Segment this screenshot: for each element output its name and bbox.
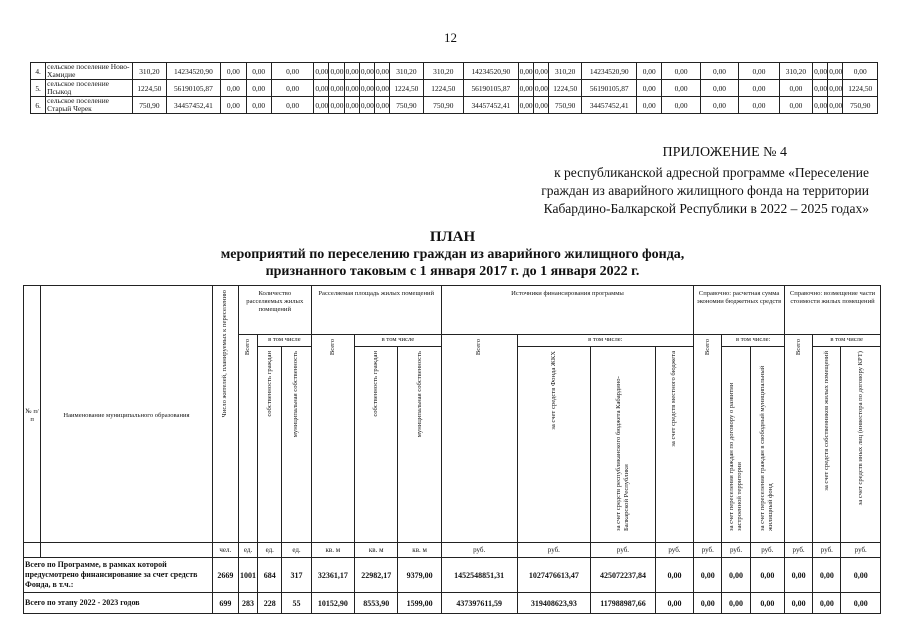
total-value: 0,00	[813, 558, 841, 593]
unit-cell: чел.	[212, 543, 238, 558]
table-cell: 0,00	[700, 80, 738, 97]
table-cell: 0,00	[329, 80, 344, 97]
plan-subtitle-2: признанного таковым с 1 января 2017 г. до 1 января 2022 г.	[265, 264, 640, 279]
table-cell: 0,00	[779, 97, 812, 114]
header-name: Наименование муниципального образования	[41, 286, 213, 543]
total-value: 9379,00	[398, 558, 441, 593]
unit-cell: руб.	[813, 543, 841, 558]
table-cell: 5.	[31, 80, 46, 97]
table-cell: 0,00	[700, 63, 738, 80]
table-cell: 0,00	[739, 80, 779, 97]
total-value: 317	[282, 558, 311, 593]
table-cell: 0,00	[271, 80, 314, 97]
table-cell: 310,20	[390, 63, 423, 80]
table-cell: 0,00	[637, 80, 662, 97]
total-row-stage	[24, 593, 881, 614]
header-area-total: Всего	[311, 335, 354, 543]
header-reimb-incl: в том числе	[813, 335, 881, 347]
plan-table	[23, 285, 881, 614]
table-cell: 56190105,87	[582, 80, 637, 97]
header-sources-total: Всего	[441, 335, 517, 543]
unit-cell: руб.	[694, 543, 722, 558]
header-area-municipal: муниципальная собственность	[398, 347, 441, 543]
table-cell: 0,00	[359, 80, 374, 97]
unit-cell: руб.	[784, 543, 812, 558]
table-cell: 310,20	[423, 63, 463, 80]
table-cell: 0,00	[700, 97, 738, 114]
header-savings-total: Всего	[694, 335, 722, 543]
header-fund: за счет средств Фонда ЖКХ	[517, 347, 591, 543]
total-value: 0,00	[813, 593, 841, 614]
table-cell: 310,20	[133, 63, 166, 80]
table-cell: 310,20	[779, 63, 812, 80]
header-savings-group: Справочно: расчетная сумма экономии бюджетных средств	[694, 286, 785, 335]
table-row	[31, 80, 878, 97]
table-cell: 6.	[31, 97, 46, 114]
table-cell: 1224,50	[549, 80, 582, 97]
total-value: 2669	[212, 558, 238, 593]
total-value: 0,00	[655, 558, 693, 593]
table-cell: 0,00	[662, 80, 700, 97]
table-cell: 0,00	[662, 63, 700, 80]
unit-cell: руб.	[517, 543, 591, 558]
unit-cell: кв. м	[355, 543, 398, 558]
total-value: 437397611,59	[441, 593, 517, 614]
table-cell: 0,00	[637, 97, 662, 114]
table-cell: 0,00	[271, 97, 314, 114]
table-cell: 0,00	[662, 97, 700, 114]
table-cell: 1224,50	[423, 80, 463, 97]
total-value: 0,00	[841, 593, 881, 614]
header-qty-total: Всего	[238, 335, 257, 543]
unit-cell: руб.	[441, 543, 517, 558]
table-cell: 0,00	[637, 63, 662, 80]
table-cell: 0,00	[828, 63, 843, 80]
table-cell: 34457452,41	[582, 97, 637, 114]
table-cell: 0,00	[375, 80, 390, 97]
header-reimb-group: Справочно: возмещение части стоимости жилых помещений	[784, 286, 880, 335]
table-cell: 1224,50	[133, 80, 166, 97]
total-value: 0,00	[722, 558, 750, 593]
total-value: 0,00	[694, 593, 722, 614]
table-cell: 0,00	[518, 63, 533, 80]
table-cell: 0,00	[344, 97, 359, 114]
table-cell: 14234520,90	[464, 63, 519, 80]
header-qty-incl: в том числе	[258, 335, 312, 347]
table-cell: 0,00	[739, 63, 779, 80]
header-area-incl: в том числе	[355, 335, 442, 347]
header-qty-group: Количество расселяемых жилых помещений	[238, 286, 311, 335]
table-cell: 14234520,90	[582, 63, 637, 80]
table-cell: 0,00	[246, 80, 271, 97]
table-cell: 0,00	[739, 97, 779, 114]
appendix-title: ПРИЛОЖЕНИЕ № 4	[662, 145, 787, 160]
header-savings-incl: в том числе:	[722, 335, 785, 347]
total-value: 10152,90	[311, 593, 354, 614]
table-cell: 0,00	[246, 97, 271, 114]
total-value: 684	[258, 558, 282, 593]
settlement-name: сельское поселение Старый Черек	[46, 97, 133, 114]
table-cell: 4.	[31, 63, 46, 80]
header-residents: Число жителей, планируемых к переселению	[212, 286, 238, 543]
table-cell: 0,00	[828, 80, 843, 97]
total-value: 228	[258, 593, 282, 614]
table-cell: 56190105,87	[464, 80, 519, 97]
plan-subtitle-1: мероприятий по переселению граждан из аварийного жилищного фонда,	[220, 247, 685, 262]
table-cell: 0,00	[271, 63, 314, 80]
total-value: 22982,17	[355, 558, 398, 593]
header-area-citizens: собственность граждан	[355, 347, 398, 543]
unit-cell: ед.	[238, 543, 257, 558]
table-cell: 1224,50	[843, 80, 878, 97]
table-cell: 750,90	[843, 97, 878, 114]
total-label: Всего по Программе, в рамках которой предусмотрено финансирование за счет средств Фонда, в т.ч.:	[24, 558, 213, 593]
table-cell: 0,00	[533, 97, 548, 114]
header-sources-incl: в том числе:	[517, 335, 694, 347]
total-value: 55	[282, 593, 311, 614]
unit-cell: ед.	[282, 543, 311, 558]
table-cell: 0,00	[359, 97, 374, 114]
total-value: 0,00	[694, 558, 722, 593]
header-others: за счет средств иных лиц (инвестора по договору КРТ)	[841, 347, 881, 543]
header-owners: за счет средств собственников жилых помещений	[813, 347, 841, 543]
total-value: 1027476613,47	[517, 558, 591, 593]
unit-cell: кв. м	[398, 543, 441, 558]
table-row	[31, 63, 878, 80]
plan-title: ПЛАН	[429, 229, 476, 245]
table-cell: 56190105,87	[166, 80, 221, 97]
table-cell: 310,20	[549, 63, 582, 80]
table-row	[31, 97, 878, 114]
header-republic: за счет средств республиканского бюджета Кабардино-Балкарской Республики	[591, 347, 656, 543]
appendix-header	[509, 144, 869, 218]
table-cell: 34457452,41	[464, 97, 519, 114]
table-cell: 0,00	[314, 80, 329, 97]
total-value: 117988987,66	[591, 593, 656, 614]
table-cell: 0,00	[221, 97, 246, 114]
table-cell: 0,00	[246, 63, 271, 80]
total-value: 425072237,84	[591, 558, 656, 593]
header-num: № п/п	[24, 286, 41, 543]
table-cell: 750,90	[390, 97, 423, 114]
appendix-line-2: граждан из аварийного жилищного фонда на территории	[541, 183, 869, 198]
table-cell: 0,00	[221, 80, 246, 97]
unit-cell: руб.	[750, 543, 784, 558]
total-value: 0,00	[784, 558, 812, 593]
appendix-line-1: к республиканской адресной программе «Переселение	[554, 165, 869, 180]
total-value: 0,00	[750, 558, 784, 593]
units-row	[24, 543, 881, 558]
table-cell: 0,00	[359, 63, 374, 80]
table-cell: 0,00	[828, 97, 843, 114]
table-cell: 750,90	[423, 97, 463, 114]
total-value: 0,00	[841, 558, 881, 593]
table-cell: 0,00	[329, 63, 344, 80]
table-cell: 0,00	[344, 80, 359, 97]
table-cell: 750,90	[133, 97, 166, 114]
header-reimb-total: Всего	[784, 335, 812, 543]
table-cell: 0,00	[344, 63, 359, 80]
total-value: 0,00	[655, 593, 693, 614]
header-qty-citizens: собственность граждан	[258, 347, 282, 543]
total-value: 8553,90	[355, 593, 398, 614]
table-cell: 1224,50	[390, 80, 423, 97]
table-cell: 0,00	[314, 63, 329, 80]
table-cell: 14234520,90	[166, 63, 221, 80]
table-cell: 750,90	[549, 97, 582, 114]
total-label: Всего по этапу 2022 - 2023 годов	[24, 593, 213, 614]
total-value: 283	[238, 593, 257, 614]
table-cell: 0,00	[314, 97, 329, 114]
table-cell: 0,00	[221, 63, 246, 80]
header-sources-group: Источники финансирования программы	[441, 286, 693, 335]
total-value: 0,00	[722, 593, 750, 614]
total-value: 1001	[238, 558, 257, 593]
table-cell: 0,00	[518, 97, 533, 114]
total-value: 0,00	[784, 593, 812, 614]
page-number: 12	[444, 30, 457, 45]
total-value: 699	[212, 593, 238, 614]
header-dev-contract: за счет переселения граждан по договору о развитии застроенной территории	[722, 347, 750, 543]
unit-cell: кв. м	[311, 543, 354, 558]
header-free-fund: за счет переселения граждан в свободный муниципальный жилищный фонд	[750, 347, 784, 543]
table-cell: 0,00	[375, 63, 390, 80]
total-value: 319408623,93	[517, 593, 591, 614]
header-qty-municipal: муниципальная собственность	[282, 347, 311, 543]
total-value: 32361,17	[311, 558, 354, 593]
table-cell: 0,00	[533, 80, 548, 97]
total-value: 1599,00	[398, 593, 441, 614]
table-cell: 0,00	[843, 63, 878, 80]
total-row-program	[24, 558, 881, 593]
continuation-table	[30, 62, 878, 114]
settlement-name: сельское поселение Ново-Хамидие	[46, 63, 133, 80]
unit-cell: руб.	[841, 543, 881, 558]
table-cell: 0,00	[375, 97, 390, 114]
table-cell: 0,00	[813, 80, 828, 97]
unit-cell: ед.	[258, 543, 282, 558]
appendix-line-3: Кабардино-Балкарской Республики в 2022 – 2025 годах»	[543, 201, 869, 216]
table-cell: 0,00	[518, 80, 533, 97]
unit-cell: руб.	[655, 543, 693, 558]
table-cell: 0,00	[329, 97, 344, 114]
unit-cell: руб.	[722, 543, 750, 558]
unit-cell: руб.	[591, 543, 656, 558]
table-cell: 0,00	[779, 80, 812, 97]
total-value: 1452548851,31	[441, 558, 517, 593]
table-cell: 34457452,41	[166, 97, 221, 114]
table-cell: 0,00	[813, 63, 828, 80]
table-cell: 0,00	[813, 97, 828, 114]
header-area-group: Расселяемая площадь жилых помещений	[311, 286, 441, 335]
total-value: 0,00	[750, 593, 784, 614]
header-local: за счет средств местного бюджета	[655, 347, 693, 543]
settlement-name: сельское поселение Псыкод	[46, 80, 133, 97]
table-cell: 0,00	[533, 63, 548, 80]
